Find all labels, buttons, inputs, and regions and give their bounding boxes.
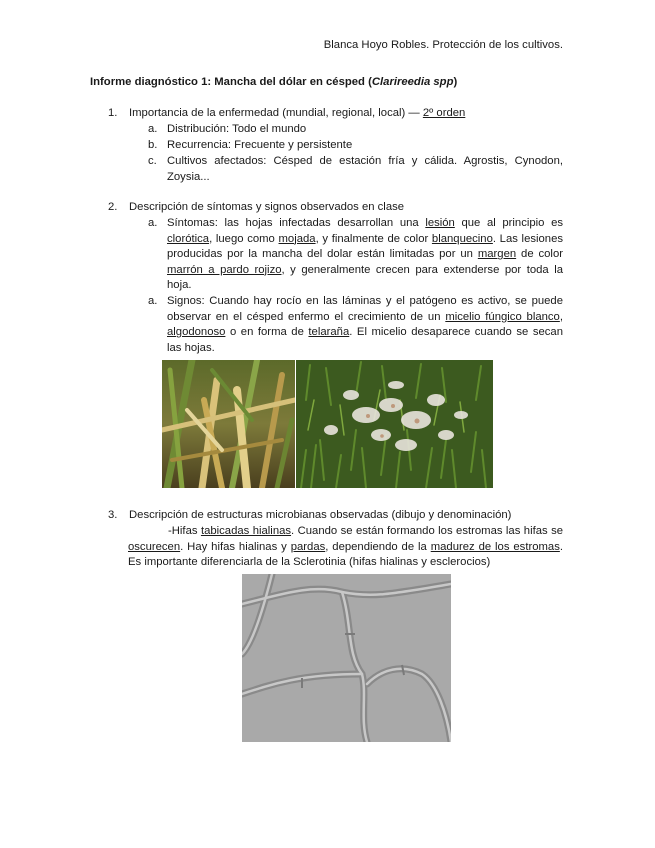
section-number: 1. bbox=[108, 107, 118, 119]
section-number: 3. bbox=[108, 509, 118, 521]
section-heading: Importancia de la enfermedad (mundial, regional, local) — 2º orden bbox=[129, 107, 466, 119]
hyphae-paragraph: -Hifas tabicadas hialinas. Cuando se están formando los estromas las hifas se oscurecen. Hay hifas hialinas y pardas, dependiendo de la madurez de los estromas. Es importante diferenciarla de la Sclerotinia (hifas hialinas y esclerocios) bbox=[128, 525, 564, 569]
turf-mycelium-photo bbox=[296, 360, 493, 488]
page-header: Blanca Hoyo Robles. Protección de los cultivos. bbox=[323, 39, 563, 51]
symptoms-paragraph: a. Síntomas: las hojas infectadas desarrollan una lesión que al principio es clorótica, luego como mojada, y finalmente de color blanquecino. Las lesiones producidas por la mancha del dolar están limitadas por un margen de color marrón a pardo rojizo, y generalmente crecen para extenderse por toda la hoja. bbox=[148, 217, 564, 292]
list-item-crops: c. Cultivos afectados: Césped de estación fría y cálida. Agrostis, Cynodon, Zoysia... bbox=[148, 155, 563, 183]
section-heading: Descripción de estructuras microbianas observadas (dibujo y denominación) bbox=[129, 509, 512, 521]
grass-closeup-photo bbox=[162, 360, 295, 488]
list-item-distribution: a. Distribución: Todo el mundo bbox=[148, 123, 307, 135]
list-item-recurrence: b. Recurrencia: Frecuente y persistente bbox=[148, 139, 353, 151]
section-heading: Descripción de síntomas y signos observados en clase bbox=[129, 201, 405, 213]
hyphae-micrograph bbox=[242, 574, 451, 742]
section-number: 2. bbox=[108, 201, 118, 213]
report-title: Informe diagnóstico 1: Mancha del dólar en césped (Clarireedia spp) bbox=[90, 76, 458, 88]
signs-paragraph: a. Signos: Cuando hay rocío en las láminas y el patógeno es activo, se puede observar en el césped enfermo el crecimiento de un micelio fúngico blanco, algodonoso o en forma de telaraña. El micelio desaparece cuando se secan las hojas. bbox=[148, 295, 563, 354]
